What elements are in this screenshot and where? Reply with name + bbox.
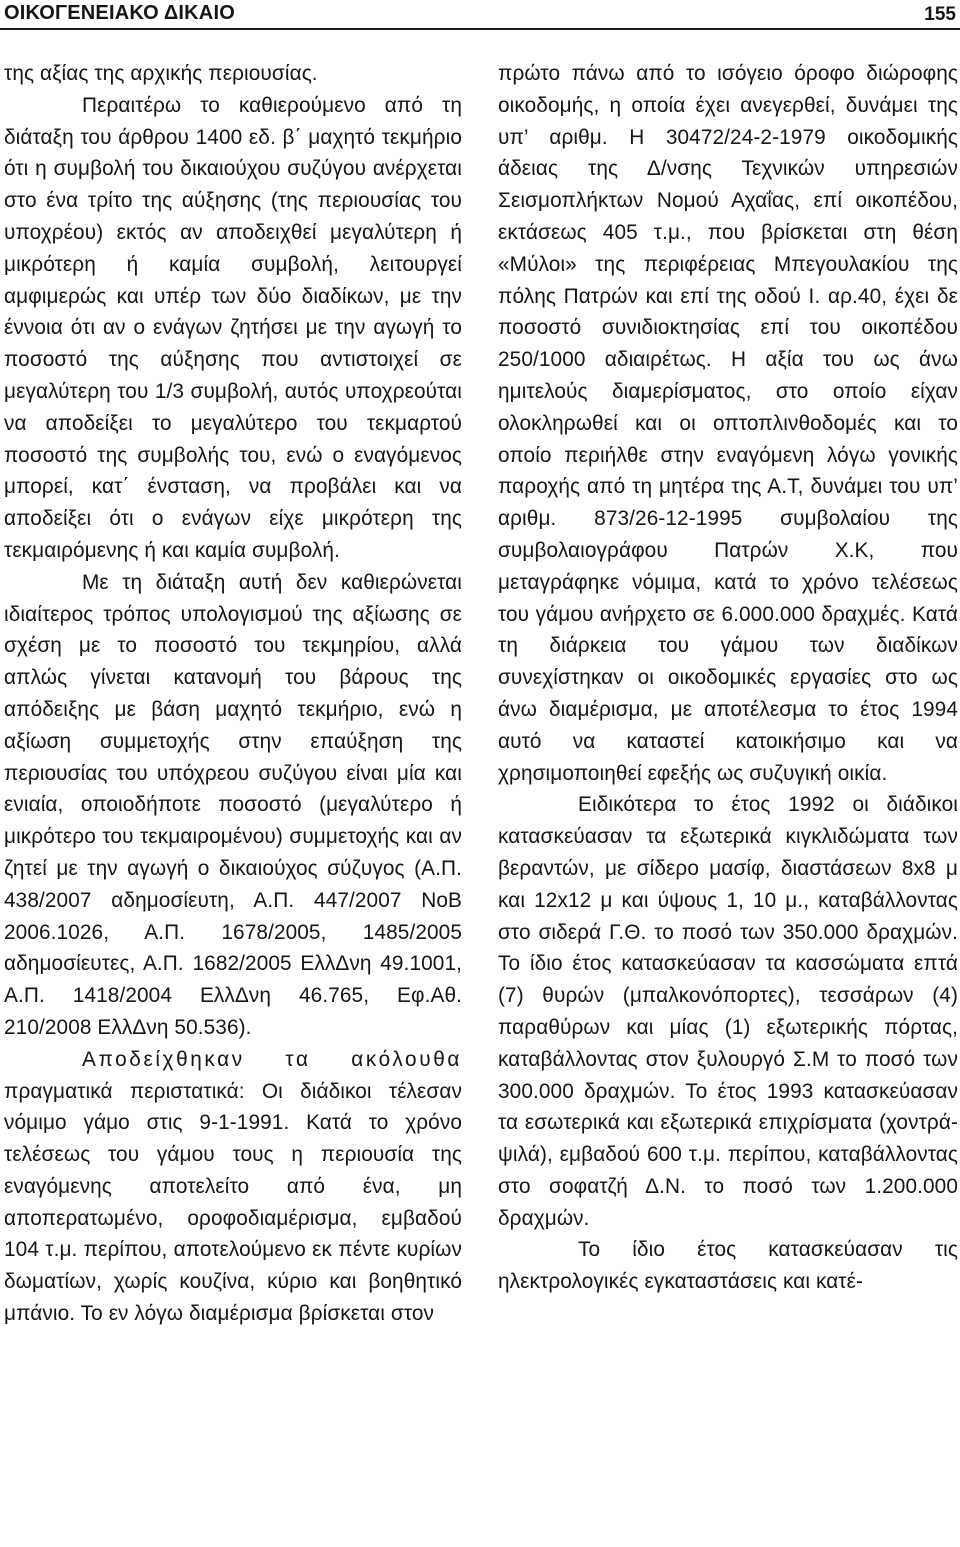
paragraph: Το ίδιο έτος κατασκεύασαν τις ηλεκτρολογικές εγκαταστάσεις και κατέ- xyxy=(498,1238,958,1294)
paragraph: πρώτο πάνω από το ισόγειο όροφο διώροφης οικοδομής, η οποία έχει ανεγερθεί, δυνάμει της υπ’ αριθμ. Η 30472/24-2-1979 οικοδομικής άδειας της Δ/νσης Τεχνικών υπηρεσιών Σεισμοπλήκτων Νομού Αχαΐας, επί οικοπέδου, εκτάσεως 405 τ.μ., που βρίσκεται στη θέση «Μύλοι» της περιφέρειας Μπεγουλακίου της πόλης Πατρών και επί της οδού Ι. αρ.40, έχει δε ποσοστό συνιδιοκτησίας επί του οικοπέδου 250/1000 αδιαιρέτως. Η αξία του ως άνω ημιτελούς διαμερίσματος, στο οποίο είχαν ολοκληρωθεί και οι οπτοπλινθοδομές και το οποίο περιήλθε στην εναγόμενη λόγω γονικής παροχής από τη μητέρα της Α.Τ, δυνάμει του υπ’ αριθμ. 873/26-12-1995 συμβολαίου της συμβολαιογράφου Πατρών Χ.Κ, που μεταγράφηκε νόμιμα, κατά το χρόνο τελέσεως του γάμου ανήρχετο σε 6.000.000 δραχμές. Κατά τη διάρκεια του γάμου των διαδίκων συνεχίστηκαν οι οικοδομικές εργασίες στο ως άνω διαμέρισμα, με αποτέλεσμα το έτος 1994 αυτό να καταστεί κατοικήσιμο και να χρησιμοποιηθεί εφεξής ως συζυγική οικία. xyxy=(498,62,958,785)
paragraph: Ειδικότερα το έτος 1992 οι διάδικοι κατασκεύασαν τα εξωτερικά κιγκλιδώματα των βεραντών, με σίδερο μασίφ, διαστάσεων 8x8 μ και 12x12 μ και ύψους 1, 10 μ., καταβάλλοντας στο σιδερά Γ.Θ. το ποσό των 350.000 δραχμών. Το ίδιο έτος κατασκεύασαν τα κασσώματα επτά (7) θυρών (μπαλκονόπορτες), τεσσάρων (4) παραθύρων και μίας (1) εξωτερικής πόρτας, καταβάλλοντας στον ξυλουργό Σ.Μ το ποσό των 300.000 δραχμών. Το έτος 1993 κατασκεύασαν τα εσωτερικά και εξωτερικά επιχρίσματα (χοντρά-ψιλά), εμβαδού 600 τ.μ. περίπου, καταβάλλοντας στο σοφατζή Δ.Ν. το ποσό των 1.200.000 δραχμών. xyxy=(498,793,958,1230)
paragraph-continuation: πραγματικά περιστατικά: Οι διάδικοι τέλεσαν νόμιμο γάμο στις 9-1-1991. Κατά το χρόνο τελέσεως του γάμου τους η περιουσία της εναγόμενης αποτελείτο από ένα, μη αποπερατωμένο, οροφοδιαμέρισμα, εμβαδού 104 τ.μ. περίπου, αποτελούμενο εκ πέντε κυρίων δωματίων, χωρίς κουζίνα, κύριο και βοηθητικό μπάνιο. Το εν λόγω διαμέρισμα βρίσκεται στον xyxy=(4,1079,462,1326)
spaced-lead-text: Αποδείχθηκαν τα ακόλουθα xyxy=(82,1047,462,1071)
running-header xyxy=(0,0,960,30)
paragraph: Περαιτέρω το καθιερούμενο από τη διάταξη του άρθρου 1400 εδ. β΄ μαχητό τεκμήριο ότι η συμβολή του δικαιούχου συζύγου ανέρχεται στο ένα τρίτο της αύξησης (της περιουσίας του υποχρέου) εκτός αν αποδειχθεί μεγαλύτερη ή μικρότερη ή καμία συμβολή, λειτουργεί αμφιμερώς και υπέρ των δύο διαδίκων, με την έννοια ότι αν ο ενάγων ζητήσει με την αγωγή το ποσοστό της αύξησης που αντιστοιχεί σε μεγαλύτερη του 1/3 συμβολή, αυτός υποχρεούται να αποδείξει το μεγαλύτερο του τεκμαρτού ποσοστό της συμβολής του, ενώ ο εναγόμενος μπορεί, κατ΄ ένσταση, να προβάλει και να αποδείξει ότι ο ενάγων είχε μικρότερη της τεκμαιρόμενης ή και καμία συμβολή. xyxy=(4,93,462,562)
right-column xyxy=(498,58,958,1298)
paragraph: της αξίας της αρχικής περιουσίας. xyxy=(4,62,318,85)
paragraph: Με τη διάταξη αυτή δεν καθιερώνεται ιδιαίτερος τρόπος υπολογισμού της αξίωσης σε σχέση με το ποσοστό του τεκμηρίου, αλλά απλώς γίνεται κατανομή του βάρους της απόδειξης με βάση μαχητό τεκμήριο, ενώ η αξίωση συμμετοχής στην επαύξηση της περιουσίας του υπόχρεου συζύγου είναι μία και ενιαία, οποιοδήποτε ποσοστό (μεγαλύτερο ή μικρότερο του τεκμαιρομένου) συμμετοχής και αν ζητεί με την αγωγή ο δικαιούχος σύζυγος (Α.Π. 438/2007 αδημοσίευτη, Α.Π. 447/2007 ΝοΒ 2006.1026, Α.Π. 1678/2005, 1485/2005 αδημοσίευτες, Α.Π. 1682/2005 ΕλλΔνη 49.1001, Α.Π. 1418/2004 ΕλλΔνη 46.765, Εφ.Αθ. 210/2008 ΕλλΔνη 50.536). xyxy=(4,570,462,1039)
section-title: ΟΙΚΟΓΕΝΕΙΑΚΟ ΔΙΚΑΙΟ xyxy=(4,2,235,24)
paragraph xyxy=(4,1044,462,1330)
page-number: 155 xyxy=(924,4,956,25)
left-column xyxy=(4,58,462,1330)
